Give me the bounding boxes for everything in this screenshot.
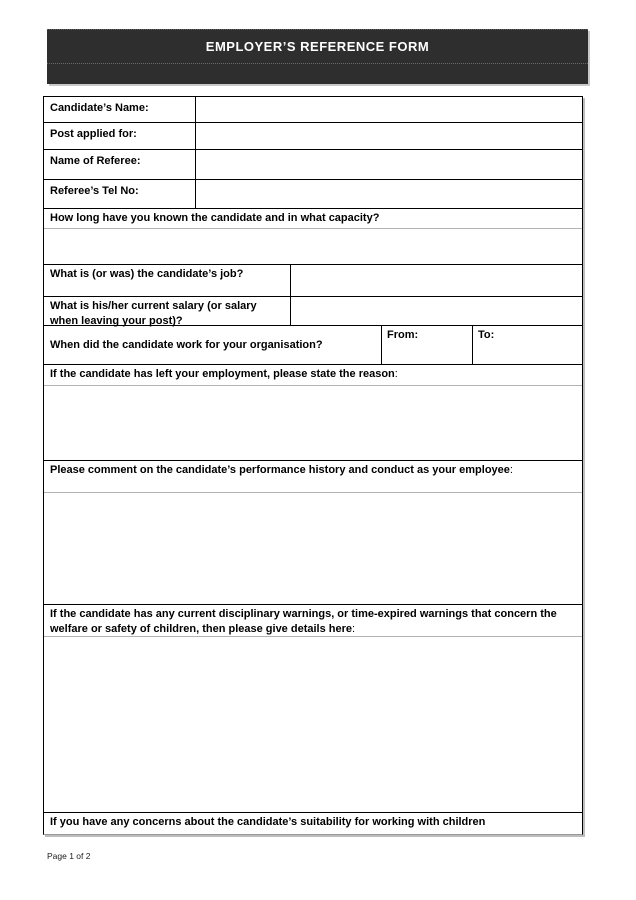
leaving-reason-section: [44, 365, 582, 461]
known-capacity-answer-area[interactable]: [44, 229, 582, 265]
disciplinary-answer-area[interactable]: [44, 637, 582, 813]
disciplinary-section: [44, 605, 582, 813]
page-title: EMPLOYER’S REFERENCE FORM: [47, 30, 588, 64]
salary-question: What is his/her current salary (or salary when leaving your post)?: [44, 297, 291, 325]
job-row: [44, 265, 582, 297]
referee-name-label: Name of Referee:: [44, 150, 196, 179]
to-date-cell[interactable]: [473, 326, 582, 364]
job-question: What is (or was) the candidate’s job?: [44, 265, 291, 296]
to-colon: :: [490, 329, 495, 341]
candidate-name-label: Candidate’s Name:: [44, 97, 196, 122]
work-period-row: [44, 326, 582, 365]
candidate-name-input[interactable]: [196, 97, 582, 122]
disciplinary-question: If the candidate has any current disciplinary warnings, or time-expired warnings that concern the welfare or safety of children, then please give details here:: [44, 605, 582, 637]
to-label: To: [478, 329, 491, 341]
leaving-reason-question: If the candidate has left your employment, please state the reason:: [44, 365, 582, 386]
from-date-cell[interactable]: [382, 326, 473, 364]
performance-section: [44, 461, 582, 605]
suitability-question: If you have any concerns about the candidate’s suitability for working with children: [50, 816, 486, 828]
salary-row: [44, 297, 582, 326]
post-applied-row: [44, 123, 582, 150]
page-number: Page 1 of 2: [47, 851, 91, 861]
referee-tel-row: [44, 180, 582, 209]
reference-form-table: [43, 96, 583, 835]
salary-input[interactable]: [291, 297, 582, 325]
known-capacity-section: [44, 209, 582, 265]
leaving-reason-answer-area[interactable]: [44, 386, 582, 461]
from-colon: :: [414, 329, 419, 341]
post-applied-input[interactable]: [196, 123, 582, 149]
job-input[interactable]: [291, 265, 582, 296]
performance-answer-area[interactable]: [44, 493, 582, 605]
referee-name-row: [44, 150, 582, 180]
from-label: From: [387, 329, 415, 341]
post-applied-label: Post applied for:: [44, 123, 196, 149]
performance-question: Please comment on the candidate’s performance history and conduct as your employee:: [44, 461, 582, 493]
work-period-question: When did the candidate work for your organisation?: [44, 326, 382, 364]
form-header-bar: [47, 29, 588, 84]
referee-tel-label: Referee’s Tel No:: [44, 180, 196, 208]
referee-tel-input[interactable]: [196, 180, 582, 208]
referee-name-input[interactable]: [196, 150, 582, 179]
candidate-name-row: [44, 97, 582, 123]
known-capacity-question: How long have you known the candidate and in what capacity?: [44, 209, 582, 229]
